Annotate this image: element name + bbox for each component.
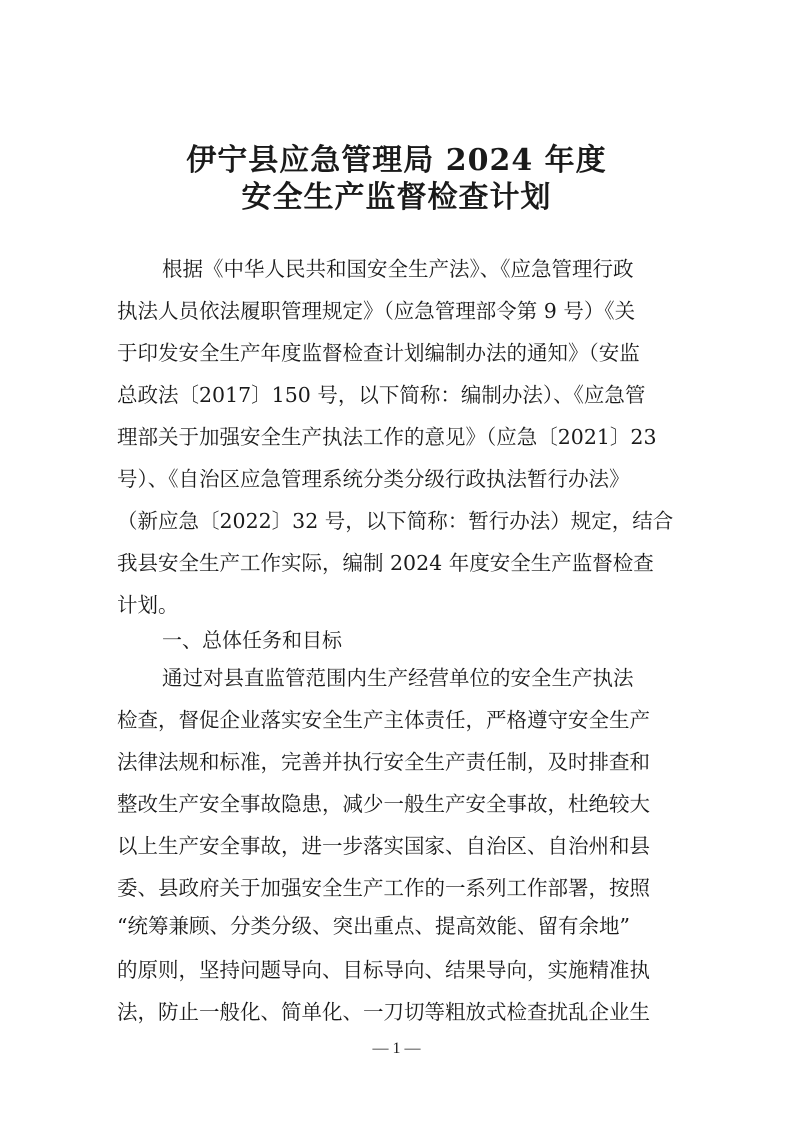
page-number: — 1 — [372,1040,421,1057]
para1-line: 理部关于加强安全生产执法工作的意见》（应急〔2021〕23 [117,425,657,449]
para1-line: 总政法〔2017〕150 号，以下简称：编制办法）、《应急管 [117,383,646,407]
para2-line: 法律法规和标准，完善并执行安全生产责任制，及时排查和 [117,750,650,774]
para2-line: 法，防止一般化、简单化、一刀切等粗放式检查扰乱企业生 [117,1000,650,1024]
para2-line: 整改生产安全事故隐患，减少一般生产安全事故，杜绝较大 [117,792,650,816]
para2-line: 委、县政府关于加强安全生产工作的一系列工作部署，按照 [117,876,650,900]
document-title-line1: 伊宁县应急管理局 2024 年度 [186,143,607,178]
para2-line: 通过对县直监管范围内生产经营单位的安全生产执法 [162,666,634,690]
para1-line: 我县安全生产工作实际，编制 2024 年度安全生产监督检查 [117,551,654,575]
para2-line: 检查，督促企业落实安全生产主体责任，严格遵守安全生产 [117,708,650,732]
para2-line: “统筹兼顾、分类分级、突出重点、提高效能、留有余地” [117,914,630,938]
para1-line: 根据《中华人民共和国安全生产法》、《应急管理行政 [162,257,634,281]
para2-line: 的原则，坚持问题导向、目标导向、结果导向，实施精准执 [117,958,650,982]
document-title-line2: 安全生产监督检查计划 [241,180,552,215]
para1-line: 于印发安全生产年度监督检查计划编制办法的通知》（安监 [117,341,640,365]
para1-line: （新应急〔2022〕32 号，以下简称：暂行办法）规定，结合 [117,509,674,533]
para2-line: 以上生产安全事故，进一步落实国家、自治区、自治州和县 [117,834,650,858]
para1-line: 执法人员依法履职管理规定》（应急管理部令第 9 号）《关 [117,299,636,323]
para1-line: 号）、《自治区应急管理系统分类分级行政执法暂行办法》 [117,467,630,491]
section-heading: 一、总体任务和目标 [162,628,342,652]
para1-line: 计划。 [117,593,179,617]
